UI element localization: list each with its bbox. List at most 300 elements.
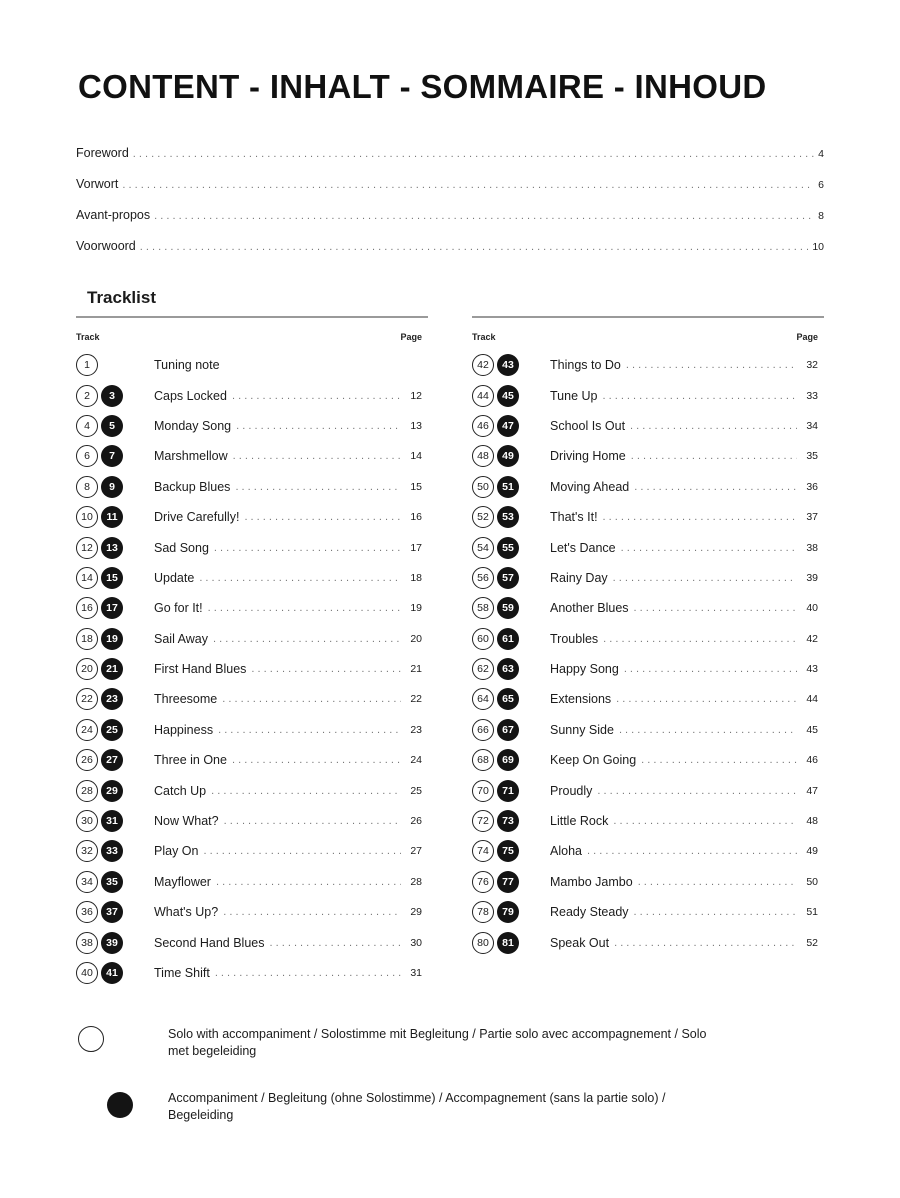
- track-numbers: [472, 840, 550, 862]
- dot-leader: [619, 724, 797, 736]
- track-numbers: [76, 658, 154, 680]
- dot-leader: [631, 450, 797, 462]
- dot-leader: [614, 937, 797, 949]
- dot-leader: [236, 420, 401, 432]
- accompaniment-track-circle[interactable]: 75: [497, 840, 519, 862]
- track-numbers: [76, 597, 154, 619]
- song-page: 44: [806, 693, 818, 706]
- dot-leader: [122, 179, 814, 191]
- solo-track-circle[interactable]: 32: [76, 840, 98, 862]
- solo-track-circle[interactable]: 50: [472, 476, 494, 498]
- song-title: Sad Song: [154, 540, 209, 555]
- track-row[interactable]: [76, 593, 428, 623]
- track-row[interactable]: [76, 867, 428, 897]
- legend-solo: [78, 1026, 758, 1060]
- song-page: 30: [410, 936, 422, 949]
- track-row[interactable]: [472, 563, 824, 593]
- track-row[interactable]: [472, 927, 824, 957]
- song-title: Sunny Side: [550, 722, 614, 737]
- accompaniment-track-circle[interactable]: 71: [497, 780, 519, 802]
- solo-track-circle[interactable]: 8: [76, 476, 98, 498]
- accompaniment-track-circle[interactable]: 29: [101, 780, 123, 802]
- track-row[interactable]: [76, 654, 428, 684]
- accompaniment-track-circle[interactable]: 45: [497, 385, 519, 407]
- song-page: 18: [410, 571, 422, 584]
- solo-track-circle[interactable]: 80: [472, 932, 494, 954]
- solo-track-circle[interactable]: 44: [472, 385, 494, 407]
- legend-accompaniment-text: Accompaniment / Begleitung (ohne Solostimme) / Accompagnement (sans la partie solo) / Begeleiding: [168, 1091, 666, 1122]
- track-row[interactable]: [472, 654, 824, 684]
- song-title: Now What?: [154, 814, 219, 829]
- track-rows: [472, 350, 824, 958]
- solo-track-circle[interactable]: 52: [472, 506, 494, 528]
- track-row[interactable]: [472, 593, 824, 623]
- dot-leader: [603, 633, 797, 645]
- track-numbers: [472, 749, 550, 771]
- song-title: Tuning note: [154, 358, 220, 373]
- dot-leader: [133, 148, 814, 160]
- song-page: 31: [410, 967, 422, 979]
- solo-track-circle[interactable]: 70: [472, 780, 494, 802]
- track-rows: [76, 350, 428, 988]
- song-title: Ready Steady: [550, 905, 629, 920]
- dot-leader: [613, 815, 797, 827]
- song-title: Little Rock: [550, 814, 609, 829]
- page-column-label: Page: [400, 332, 422, 342]
- track-numbers: [76, 871, 154, 893]
- solo-track-circle[interactable]: 28: [76, 780, 98, 802]
- track-column-label: Track: [472, 332, 496, 342]
- song-title: Update: [154, 570, 195, 585]
- accompaniment-track-circle[interactable]: 9: [101, 476, 123, 498]
- page-title: CONTENT - INHALT - SOMMAIRE - INHOUD: [78, 68, 767, 105]
- track-row[interactable]: [472, 502, 824, 532]
- track-row[interactable]: [472, 836, 824, 866]
- track-numbers: [76, 385, 154, 407]
- track-numbers: [472, 385, 550, 407]
- song-page: 28: [410, 875, 422, 888]
- accompaniment-track-circle[interactable]: 55: [497, 537, 519, 559]
- accompaniment-track-circle[interactable]: 5: [101, 415, 123, 437]
- song-title: Catch Up: [154, 783, 207, 798]
- accompaniment-track-circle[interactable]: 73: [497, 810, 519, 832]
- track-row[interactable]: [472, 624, 824, 654]
- track-numbers: [472, 415, 550, 437]
- track-numbers: [76, 354, 154, 376]
- song-page: 38: [806, 541, 818, 554]
- solo-track-circle[interactable]: 74: [472, 840, 494, 862]
- accompaniment-track-circle[interactable]: 49: [497, 445, 519, 467]
- song-title: Play On: [154, 844, 199, 859]
- track-row[interactable]: [76, 927, 428, 957]
- song-title: Second Hand Blues: [154, 935, 265, 950]
- accompaniment-track-circle[interactable]: 43: [497, 354, 519, 376]
- song-title: Marshmellow: [154, 449, 228, 464]
- solo-track-circle[interactable]: 68: [472, 749, 494, 771]
- track-row[interactable]: [76, 350, 428, 380]
- contents-list: [76, 146, 824, 270]
- song-title: Backup Blues: [154, 479, 231, 494]
- song-page: 35: [806, 450, 818, 463]
- solo-track-circle[interactable]: 62: [472, 658, 494, 680]
- track-numbers: [76, 932, 154, 954]
- dot-leader: [634, 906, 797, 918]
- solo-track-circle[interactable]: 54: [472, 537, 494, 559]
- track-row[interactable]: [472, 350, 824, 380]
- song-page: 16: [410, 511, 422, 524]
- track-numbers: [472, 932, 550, 954]
- track-row[interactable]: [472, 472, 824, 502]
- accompaniment-track-circle[interactable]: 81: [497, 932, 519, 954]
- track-row[interactable]: [76, 775, 428, 805]
- solo-track-circle[interactable]: 14: [76, 567, 98, 589]
- accompaniment-track-circle[interactable]: 47: [497, 415, 519, 437]
- track-row[interactable]: [76, 563, 428, 593]
- song-title: First Hand Blues: [154, 662, 247, 677]
- track-numbers: [472, 901, 550, 923]
- contents-entry[interactable]: [76, 177, 824, 208]
- tracklist-column-left: [76, 316, 428, 988]
- solo-track-circle[interactable]: 22: [76, 688, 98, 710]
- track-row[interactable]: [472, 441, 824, 471]
- song-page: 36: [806, 480, 818, 493]
- track-numbers: [76, 445, 154, 467]
- song-page: 32: [806, 359, 818, 372]
- solo-track-circle[interactable]: 78: [472, 901, 494, 923]
- song-page: 45: [806, 723, 818, 736]
- dot-leader: [634, 481, 797, 493]
- column-header: [76, 332, 428, 350]
- song-title: Sail Away: [154, 631, 208, 646]
- accompaniment-track-circle[interactable]: 37: [101, 901, 123, 923]
- track-row[interactable]: [76, 380, 428, 410]
- track-numbers: [472, 537, 550, 559]
- track-row[interactable]: [472, 897, 824, 927]
- song-page: 19: [410, 602, 422, 615]
- accompaniment-track-circle[interactable]: 79: [497, 901, 519, 923]
- accompaniment-track-circle[interactable]: 17: [101, 597, 123, 619]
- song-page: 23: [410, 723, 422, 736]
- accompaniment-track-circle[interactable]: 69: [497, 749, 519, 771]
- contents-entry[interactable]: [76, 208, 824, 239]
- accompaniment-track-circle[interactable]: 67: [497, 719, 519, 741]
- song-title: Happiness: [154, 722, 214, 737]
- song-title: Time Shift: [154, 966, 210, 980]
- song-page: 13: [410, 419, 422, 432]
- solo-track-circle[interactable]: 20: [76, 658, 98, 680]
- solo-track-circle[interactable]: 12: [76, 537, 98, 559]
- song-title: That's It!: [550, 510, 598, 525]
- song-page: 43: [806, 663, 818, 676]
- song-title: Tune Up: [550, 388, 598, 403]
- accompaniment-track-circle[interactable]: 15: [101, 567, 123, 589]
- solo-track-circle[interactable]: 40: [76, 962, 98, 984]
- song-page: 12: [410, 389, 422, 402]
- accompaniment-track-circle[interactable]: 19: [101, 628, 123, 650]
- dot-leader: [232, 754, 401, 766]
- dot-leader: [270, 937, 402, 949]
- legend-solo-symbol: [78, 1026, 168, 1060]
- dot-leader: [630, 420, 797, 432]
- track-row[interactable]: [472, 380, 824, 410]
- song-title: Three in One: [154, 753, 227, 768]
- accompaniment-track-circle[interactable]: 33: [101, 840, 123, 862]
- dot-leader: [140, 241, 809, 253]
- track-row[interactable]: [472, 806, 824, 836]
- song-page: 15: [410, 480, 422, 493]
- contents-entry-label: Avant-propos: [76, 208, 151, 222]
- track-numbers: [76, 962, 154, 984]
- song-page: 48: [806, 815, 818, 828]
- song-title: Rainy Day: [550, 570, 608, 585]
- track-numbers: [76, 567, 154, 589]
- open-circle-icon: [78, 1026, 104, 1052]
- song-title: Caps Locked: [154, 388, 227, 403]
- solo-track-circle[interactable]: 76: [472, 871, 494, 893]
- dot-leader: [602, 390, 797, 402]
- track-numbers: [472, 597, 550, 619]
- accompaniment-track-circle[interactable]: 53: [497, 506, 519, 528]
- track-numbers: [76, 780, 154, 802]
- dot-leader: [232, 390, 401, 402]
- legend-solo-text: Solo with accompaniment / Solostimme mit Begleitung / Partie solo avec accompagnement / Solo met begeleiding: [168, 1027, 707, 1058]
- track-numbers: [76, 537, 154, 559]
- dot-leader: [208, 602, 401, 614]
- track-numbers: [76, 840, 154, 862]
- song-title: Keep On Going: [550, 753, 637, 768]
- solo-track-circle[interactable]: 56: [472, 567, 494, 589]
- accompaniment-track-circle[interactable]: 51: [497, 476, 519, 498]
- solo-track-circle[interactable]: 10: [76, 506, 98, 528]
- song-title: Troubles: [550, 631, 599, 646]
- song-title: Things to Do: [550, 358, 621, 373]
- song-page: 33: [806, 389, 818, 402]
- track-numbers: [76, 901, 154, 923]
- solo-track-circle[interactable]: 66: [472, 719, 494, 741]
- song-page: 21: [410, 663, 422, 676]
- dot-leader: [235, 481, 401, 493]
- track-numbers: [76, 749, 154, 771]
- dot-leader: [597, 785, 797, 797]
- track-column-label: Track: [76, 332, 100, 342]
- song-page: 40: [806, 602, 818, 615]
- contents-entry-page: 4: [818, 148, 824, 160]
- solo-track-circle[interactable]: 4: [76, 415, 98, 437]
- solo-track-circle[interactable]: 38: [76, 932, 98, 954]
- dot-leader: [624, 663, 797, 675]
- track-numbers: [472, 810, 550, 832]
- dot-leader: [621, 542, 797, 554]
- track-row[interactable]: [76, 958, 428, 988]
- song-page: 47: [806, 784, 818, 797]
- track-row[interactable]: [76, 715, 428, 745]
- track-numbers: [472, 780, 550, 802]
- track-numbers: [472, 628, 550, 650]
- track-row[interactable]: [76, 502, 428, 532]
- track-numbers: [76, 719, 154, 741]
- track-numbers: [472, 688, 550, 710]
- accompaniment-track-circle[interactable]: 65: [497, 688, 519, 710]
- track-numbers: [76, 415, 154, 437]
- dot-leader: [211, 785, 401, 797]
- track-row[interactable]: [76, 897, 428, 927]
- dot-leader: [199, 572, 401, 584]
- track-row[interactable]: [472, 775, 824, 805]
- accompaniment-track-circle[interactable]: 39: [101, 932, 123, 954]
- song-page: 27: [410, 845, 422, 858]
- contents-entry-label: Vorwort: [76, 177, 119, 191]
- track-row[interactable]: [76, 684, 428, 714]
- accompaniment-track-circle[interactable]: 21: [101, 658, 123, 680]
- dot-leader: [638, 876, 797, 888]
- song-title: Threesome: [154, 692, 218, 707]
- dot-leader: [626, 359, 797, 371]
- accompaniment-track-circle[interactable]: 63: [497, 658, 519, 680]
- dot-leader: [223, 906, 401, 918]
- solo-track-circle[interactable]: 34: [76, 871, 98, 893]
- track-row[interactable]: [472, 867, 824, 897]
- accompaniment-track-circle[interactable]: 77: [497, 871, 519, 893]
- song-page: 26: [410, 815, 422, 828]
- solo-track-circle[interactable]: 64: [472, 688, 494, 710]
- track-row[interactable]: [472, 411, 824, 441]
- song-page: 37: [806, 511, 818, 524]
- song-title: Driving Home: [550, 449, 626, 464]
- track-row[interactable]: [76, 806, 428, 836]
- song-title: Aloha: [550, 844, 582, 859]
- song-title: Go for It!: [154, 601, 203, 616]
- track-row[interactable]: [76, 836, 428, 866]
- column-header: [472, 332, 824, 350]
- column-divider: [472, 316, 824, 318]
- song-title: Mambo Jambo: [550, 874, 633, 889]
- track-numbers: [472, 476, 550, 498]
- track-numbers: [472, 354, 550, 376]
- dot-leader: [251, 663, 401, 675]
- track-row[interactable]: [76, 472, 428, 502]
- solo-track-circle[interactable]: 58: [472, 597, 494, 619]
- accompaniment-track-circle[interactable]: 11: [101, 506, 123, 528]
- solo-track-circle[interactable]: 2: [76, 385, 98, 407]
- track-row[interactable]: [76, 532, 428, 562]
- dot-leader: [613, 572, 797, 584]
- track-row[interactable]: [472, 745, 824, 775]
- dot-leader: [244, 511, 401, 523]
- accompaniment-track-circle[interactable]: 35: [101, 871, 123, 893]
- song-page: 49: [806, 845, 818, 858]
- solo-track-circle[interactable]: 18: [76, 628, 98, 650]
- accompaniment-track-circle[interactable]: 57: [497, 567, 519, 589]
- song-title: Mayflower: [154, 874, 211, 889]
- solo-track-circle[interactable]: 26: [76, 749, 98, 771]
- filled-circle-icon: [107, 1092, 133, 1118]
- song-page: 39: [806, 571, 818, 584]
- tracklist-heading: Tracklist: [87, 288, 156, 307]
- song-title: Let's Dance: [550, 540, 616, 555]
- solo-track-circle[interactable]: 36: [76, 901, 98, 923]
- contents-entry-page: 8: [818, 210, 824, 222]
- accompaniment-track-circle[interactable]: 31: [101, 810, 123, 832]
- accompaniment-track-circle[interactable]: 7: [101, 445, 123, 467]
- accompaniment-track-circle[interactable]: 23: [101, 688, 123, 710]
- solo-track-circle[interactable]: 42: [472, 354, 494, 376]
- solo-track-circle[interactable]: 1: [76, 354, 98, 376]
- dot-leader: [154, 210, 814, 222]
- contents-entry-label: Voorwoord: [76, 239, 136, 253]
- track-row[interactable]: [76, 745, 428, 775]
- accompaniment-track-circle[interactable]: 61: [497, 628, 519, 650]
- song-page: 50: [806, 875, 818, 888]
- dot-leader: [216, 876, 401, 888]
- track-numbers: [76, 506, 154, 528]
- dot-leader: [214, 542, 401, 554]
- solo-track-circle[interactable]: 6: [76, 445, 98, 467]
- dot-leader: [587, 845, 797, 857]
- accompaniment-track-circle[interactable]: 59: [497, 597, 519, 619]
- track-numbers: [472, 506, 550, 528]
- dot-leader: [203, 845, 401, 857]
- solo-track-circle[interactable]: 60: [472, 628, 494, 650]
- solo-track-circle[interactable]: 16: [76, 597, 98, 619]
- song-title: Proudly: [550, 783, 593, 798]
- contents-entry-page: 6: [818, 179, 824, 191]
- dot-leader: [213, 633, 401, 645]
- song-page: 29: [410, 906, 422, 919]
- accompaniment-track-circle[interactable]: 25: [101, 719, 123, 741]
- track-numbers: [76, 628, 154, 650]
- track-row[interactable]: [472, 684, 824, 714]
- track-row[interactable]: [76, 624, 428, 654]
- solo-track-circle[interactable]: 72: [472, 810, 494, 832]
- solo-track-circle[interactable]: 30: [76, 810, 98, 832]
- song-title: School Is Out: [550, 418, 626, 433]
- song-page: 22: [410, 693, 422, 706]
- legend-accompaniment-symbol: [78, 1090, 168, 1124]
- contents-entry[interactable]: [76, 239, 824, 270]
- accompaniment-track-circle[interactable]: 27: [101, 749, 123, 771]
- dot-leader: [616, 693, 797, 705]
- track-row[interactable]: [472, 532, 824, 562]
- song-title: Moving Ahead: [550, 479, 630, 494]
- track-row[interactable]: [76, 411, 428, 441]
- song-title: Speak Out: [550, 935, 610, 950]
- accompaniment-track-circle[interactable]: 13: [101, 537, 123, 559]
- solo-track-circle[interactable]: 46: [472, 415, 494, 437]
- track-numbers: [472, 567, 550, 589]
- dot-leader: [233, 450, 401, 462]
- solo-track-circle[interactable]: 48: [472, 445, 494, 467]
- contents-entry[interactable]: [76, 146, 824, 177]
- dot-leader: [215, 967, 401, 979]
- dot-leader: [222, 693, 401, 705]
- accompaniment-track-circle[interactable]: 3: [101, 385, 123, 407]
- song-page: 20: [410, 632, 422, 645]
- song-page: 17: [410, 541, 422, 554]
- solo-track-circle[interactable]: 24: [76, 719, 98, 741]
- track-row[interactable]: [472, 715, 824, 745]
- song-title: Another Blues: [550, 601, 629, 616]
- dot-leader: [641, 754, 797, 766]
- column-divider: [76, 316, 428, 318]
- song-page: 42: [806, 632, 818, 645]
- track-numbers: [76, 810, 154, 832]
- accompaniment-track-circle[interactable]: 41: [101, 962, 123, 984]
- song-title: Monday Song: [154, 418, 232, 433]
- track-row[interactable]: [76, 441, 428, 471]
- legend-accompaniment: [78, 1090, 758, 1124]
- contents-entry-page: 10: [812, 241, 824, 253]
- dot-leader: [224, 815, 401, 827]
